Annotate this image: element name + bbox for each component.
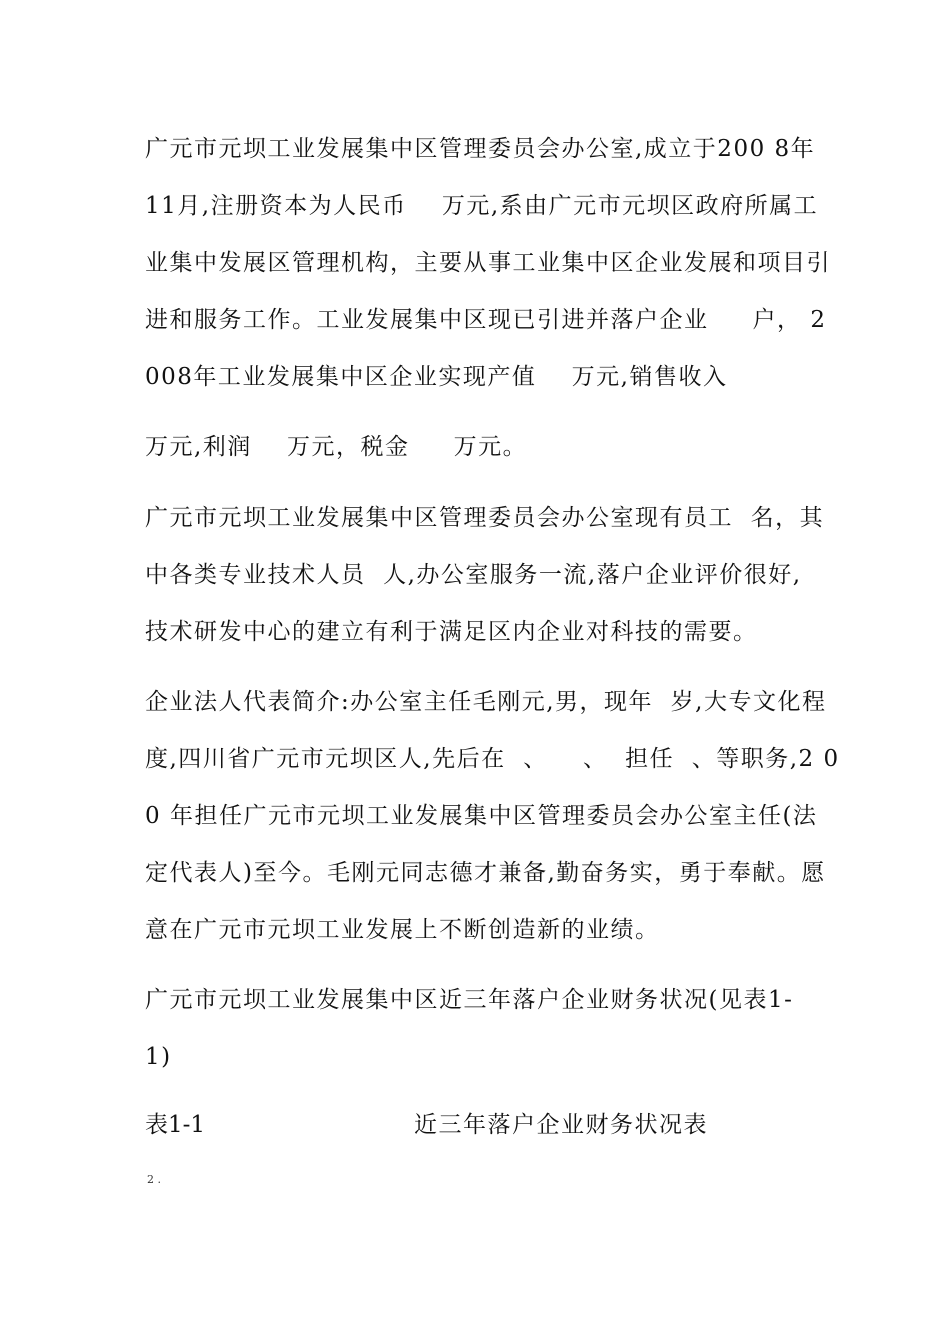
table-label: 表1-1 <box>145 1112 206 1138</box>
text-line: 技术研发中心的建立有利于满足区内企业对科技的需要。 <box>145 619 758 645</box>
text-line: 意在广元市元坝工业发展上不断创造新的业绩。 <box>145 917 660 943</box>
page-number: 2 . <box>147 1173 161 1186</box>
text-line: 中各类专业技术人员 人,办公室服务一流,落户企业评价很好, <box>145 562 802 588</box>
table-title: 近三年落户企业财务状况表 <box>414 1112 708 1138</box>
text-line: 度,四川省广元市元坝区人,先后在 、 、 担任 、等职务,2 0 <box>145 746 840 772</box>
text-line: 定代表人)至今。毛刚元同志德才兼备,勤奋务实，勇于奉献。愿 <box>145 860 826 886</box>
text-line: 0 年担任广元市元坝工业发展集中区管理委员会办公室主任(法 <box>145 803 818 829</box>
text-line: 进和服务工作。工业发展集中区现已引进并落户企业 户， 2 <box>145 307 827 333</box>
text-line: 广元市元坝工业发展集中区近三年落户企业财务状况(见表1- <box>145 987 794 1013</box>
text-line: 广元市元坝工业发展集中区管理委员会办公室现有员工 名，其 <box>145 505 825 531</box>
text-line: 广元市元坝工业发展集中区管理委员会办公室,成立于200 8年 <box>145 136 816 162</box>
text-line: 1) <box>145 1044 172 1070</box>
text-line: 企业法人代表简介:办公室主任毛刚元,男，现年 岁,大专文化程 <box>145 689 827 715</box>
text-line: 008年工业发展集中区企业实现产值 万元,销售收入 <box>145 364 728 390</box>
text-line: 业集中发展区管理机构，主要从事工业集中区企业发展和项目引 <box>145 250 831 276</box>
text-line: 万元,利润 万元，税金 万元。 <box>145 434 528 460</box>
text-line: 11月,注册资本为人民币 万元,系由广元市元坝区政府所属工 <box>145 193 819 219</box>
